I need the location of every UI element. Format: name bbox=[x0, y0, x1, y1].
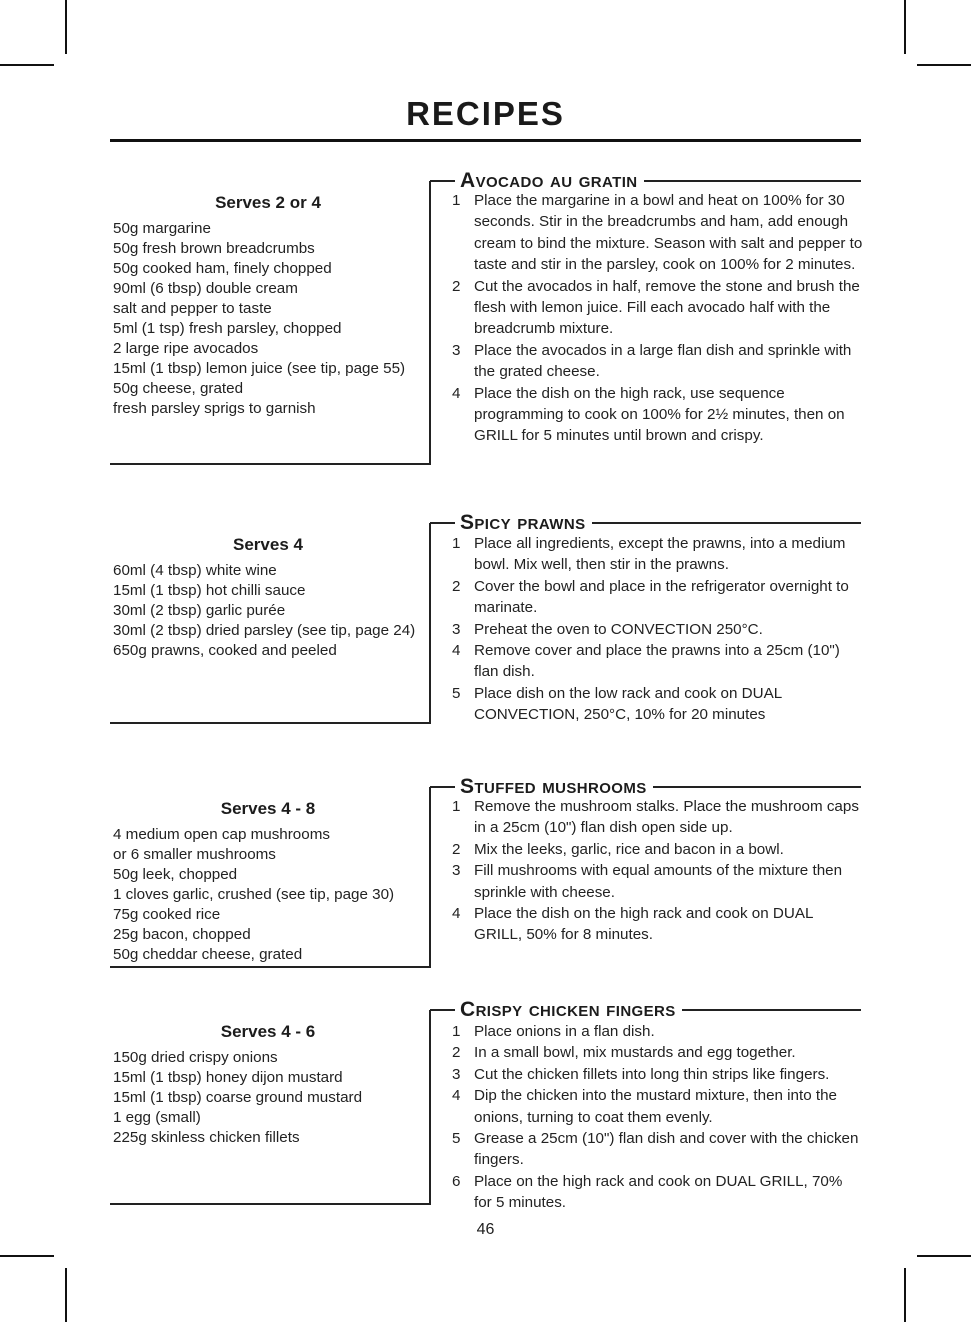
ingredient-item: 4 medium open cap mushrooms bbox=[113, 826, 330, 843]
step-item: Fill mushrooms with equal amounts of the mixture then sprinkle with cheese. bbox=[474, 862, 843, 901]
recipe-title: Stuffed mushrooms bbox=[460, 775, 647, 798]
step-item: Mix the leeks, garlic, rice and bacon in a bowl. bbox=[474, 840, 784, 858]
recipe-heading-row bbox=[430, 996, 861, 1024]
step-item: Place on the high rack and cook on DUAL GRILL, 70% for 5 minutes. bbox=[474, 1172, 843, 1212]
page-title: RECIPES bbox=[406, 95, 565, 132]
serves-heading: Serves 2 or 4 bbox=[215, 193, 321, 212]
ingredient-item: 50g fresh brown breadcrumbs bbox=[113, 240, 315, 257]
step-item: Remove the mushroom stalks. Place the mushroom caps in a 25cm (10") flan dish open side up. bbox=[474, 798, 859, 837]
recipe-title: Spicy prawns bbox=[460, 511, 586, 534]
step-item: Cut the avocados in half, remove the stone and brush the flesh with lemon juice. Fill each avocado half with the breadcrumb mixture. bbox=[474, 277, 860, 338]
heading-dash bbox=[430, 786, 455, 788]
ingredient-item: 15ml (1 tbsp) hot chilli sauce bbox=[113, 582, 306, 599]
serves-heading: Serves 4 - 6 bbox=[220, 1022, 316, 1041]
step-item: Place onions in a flan dish. bbox=[474, 1023, 655, 1040]
title-rule bbox=[110, 139, 861, 142]
heading-dash bbox=[430, 522, 455, 524]
ingredient-item: 30ml (2 tbsp) dried parsley (see tip, page 24) bbox=[113, 622, 416, 639]
ingredient-item: 30ml (2 tbsp) garlic purée bbox=[113, 602, 286, 619]
ingredient-item: 15ml (1 tbsp) coarse ground mustard bbox=[113, 1089, 363, 1106]
ingredient-item: salt and pepper to taste bbox=[113, 300, 272, 317]
ingredients-box bbox=[110, 523, 431, 724]
ingredients-box bbox=[110, 787, 431, 968]
crop-mark-bottom-left-horizontal bbox=[0, 1255, 54, 1257]
crop-mark-bottom-right-horizontal bbox=[917, 1255, 971, 1257]
step-item: Dip the chicken into the mustard mixture, then into the onions, turning to coat them evenly. bbox=[474, 1087, 838, 1126]
steps-list bbox=[451, 1021, 863, 1214]
recipe-title: Avocado au gratin bbox=[460, 169, 638, 192]
steps-list bbox=[451, 190, 863, 447]
page-number: 46 bbox=[476, 1221, 495, 1238]
step-item: Preheat the oven to CONVECTION 250°C. bbox=[474, 620, 763, 638]
step-item: In a small bowl, mix mustards and egg together. bbox=[474, 1044, 796, 1062]
ingredient-item: 1 egg (small) bbox=[113, 1109, 201, 1126]
ingredient-item: 50g cooked ham, finely chopped bbox=[113, 260, 332, 277]
ingredients-list bbox=[113, 219, 423, 419]
step-item: Place all ingredients, except the prawns, into a medium bowl. Mix well, then stir in the prawns. bbox=[474, 535, 846, 574]
ingredient-item: 225g skinless chicken fillets bbox=[113, 1129, 300, 1146]
ingredient-item: 5ml (1 tsp) fresh parsley, chopped bbox=[113, 320, 342, 337]
steps-list bbox=[451, 796, 863, 946]
step-item: Grease a 25cm (10") flan dish and cover with the chicken fingers. bbox=[474, 1130, 859, 1169]
serves-heading: Serves 4 - 8 bbox=[220, 799, 316, 818]
heading-rule bbox=[592, 522, 862, 524]
heading-rule bbox=[682, 1009, 861, 1011]
step-item: Cut the chicken fillets into long thin strips like fingers. bbox=[474, 1065, 830, 1083]
ingredient-item: 50g cheese, grated bbox=[113, 380, 244, 397]
ingredient-item: or 6 smaller mushrooms bbox=[113, 846, 276, 863]
ingredient-item: fresh parsley sprigs to garnish bbox=[113, 400, 316, 417]
ingredient-item: 650g prawns, cooked and peeled bbox=[113, 642, 337, 659]
heading-rule bbox=[653, 786, 861, 788]
ingredient-item: 150g dried crispy onions bbox=[113, 1049, 278, 1066]
ingredient-item: 50g cheddar cheese, grated bbox=[113, 946, 303, 963]
steps-list bbox=[451, 533, 863, 726]
recipe-title: Crispy chicken fingers bbox=[460, 998, 676, 1021]
step-item: Place the margarine in a bowl and heat on 100% for 30 seconds. Stir in the breadcrumbs and ham, add enough cream to bind the mixture. Season with salt and pepper to taste and stir in the parsley, cook on 100% for 2 minutes. bbox=[474, 192, 863, 274]
ingredient-item: 2 large ripe avocados bbox=[113, 340, 259, 357]
crop-mark-top-left-vertical bbox=[65, 0, 67, 54]
heading-rule bbox=[644, 180, 861, 182]
heading-dash bbox=[430, 1009, 455, 1011]
ingredient-item: 60ml (4 tbsp) white wine bbox=[113, 562, 277, 579]
heading-dash bbox=[430, 180, 455, 182]
step-item: Place the dish on the high rack, use sequence programming to cook on 100% for 2½ minutes, then on GRILL for 5 minutes until brown and crispy. bbox=[474, 384, 845, 445]
ingredient-item: 90ml (6 tbsp) double cream bbox=[113, 280, 298, 297]
crop-mark-bottom-right-vertical bbox=[904, 1268, 906, 1322]
ingredient-item: 50g margarine bbox=[113, 220, 211, 237]
ingredient-item: 15ml (1 tbsp) honey dijon mustard bbox=[113, 1069, 343, 1086]
crop-mark-top-right-horizontal bbox=[917, 64, 971, 66]
step-item: Place the dish on the high rack and cook on DUAL GRILL, 50% for 8 minutes. bbox=[474, 905, 813, 944]
step-item: Cover the bowl and place in the refrigerator overnight to marinate. bbox=[474, 577, 849, 617]
ingredient-item: 50g leek, chopped bbox=[113, 866, 238, 883]
ingredients-box bbox=[110, 181, 431, 465]
ingredients-list bbox=[113, 1048, 423, 1148]
crop-mark-top-left-horizontal bbox=[0, 64, 54, 66]
ingredient-item: 15ml (1 tbsp) lemon juice (see tip, page 55) bbox=[113, 360, 406, 377]
step-item: Place the avocados in a large flan dish and sprinkle with the grated cheese. bbox=[474, 341, 852, 381]
ingredient-item: 1 cloves garlic, crushed (see tip, page 30) bbox=[113, 886, 395, 903]
ingredients-box bbox=[110, 1010, 431, 1205]
ingredients-list bbox=[113, 825, 423, 965]
ingredient-item: 75g cooked rice bbox=[113, 906, 221, 923]
step-item: Remove cover and place the prawns into a 25cm (10") flan dish. bbox=[474, 642, 840, 681]
ingredient-item: 25g bacon, chopped bbox=[113, 926, 251, 943]
crop-mark-top-right-vertical bbox=[904, 0, 906, 54]
ingredients-list bbox=[113, 561, 423, 661]
serves-heading: Serves 4 bbox=[233, 535, 303, 554]
step-item: Place dish on the low rack and cook on DUAL CONVECTION, 250°C, 10% for 20 minutes bbox=[474, 684, 782, 724]
crop-mark-bottom-left-vertical bbox=[65, 1268, 67, 1322]
